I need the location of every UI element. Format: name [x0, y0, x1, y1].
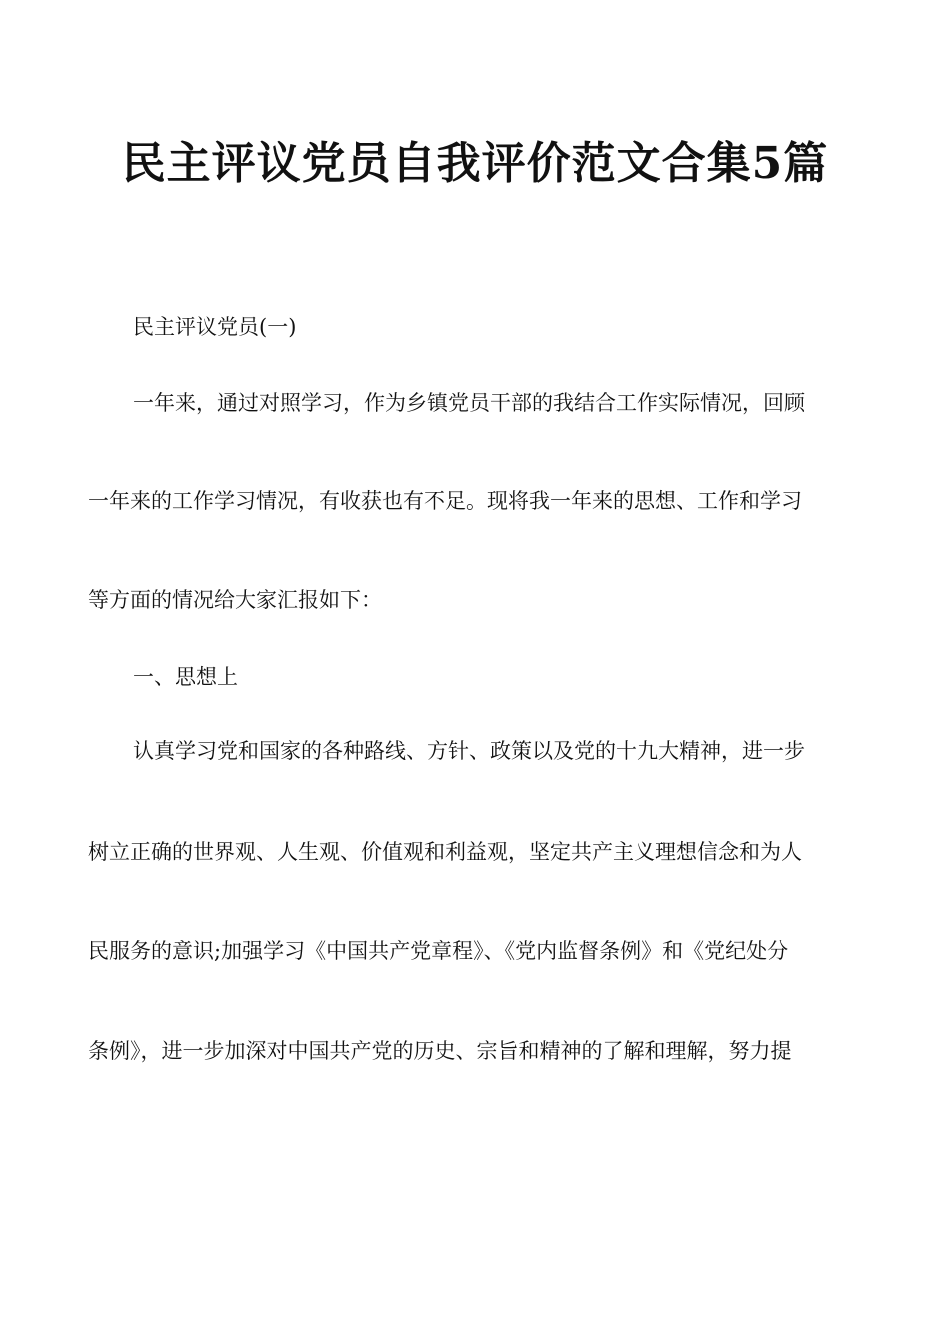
document-title: 民主评议党员自我评价范文合集5篇	[121, 138, 829, 189]
paragraph-line: 条例》，进一步加深对中国共产党的历史、宗旨和精神的了解和理解，努力提	[88, 1039, 792, 1063]
paragraph-line: 树立正确的世界观、人生观、价值观和利益观，坚定共产主义理想信念和为人	[88, 840, 802, 864]
paragraph-line: 一年来，通过对照学习，作为乡镇党员干部的我结合工作实际情况，回顾	[133, 391, 805, 415]
section-heading: 民主评议党员(一)	[133, 315, 297, 339]
paragraph-line: 民服务的意识;加强学习《中国共产党章程》、《党内监督条例》和《党纪处分	[88, 939, 789, 963]
paragraph-line: 一年来的工作学习情况，有收获也有不足。现将我一年来的思想、工作和学习	[88, 489, 802, 513]
subsection-heading: 一、思想上	[133, 665, 238, 689]
paragraph-line: 认真学习党和国家的各种路线、方针、政策以及党的十九大精神，进一步	[133, 739, 805, 763]
paragraph-line: 等方面的情况给大家汇报如下：	[88, 588, 382, 612]
